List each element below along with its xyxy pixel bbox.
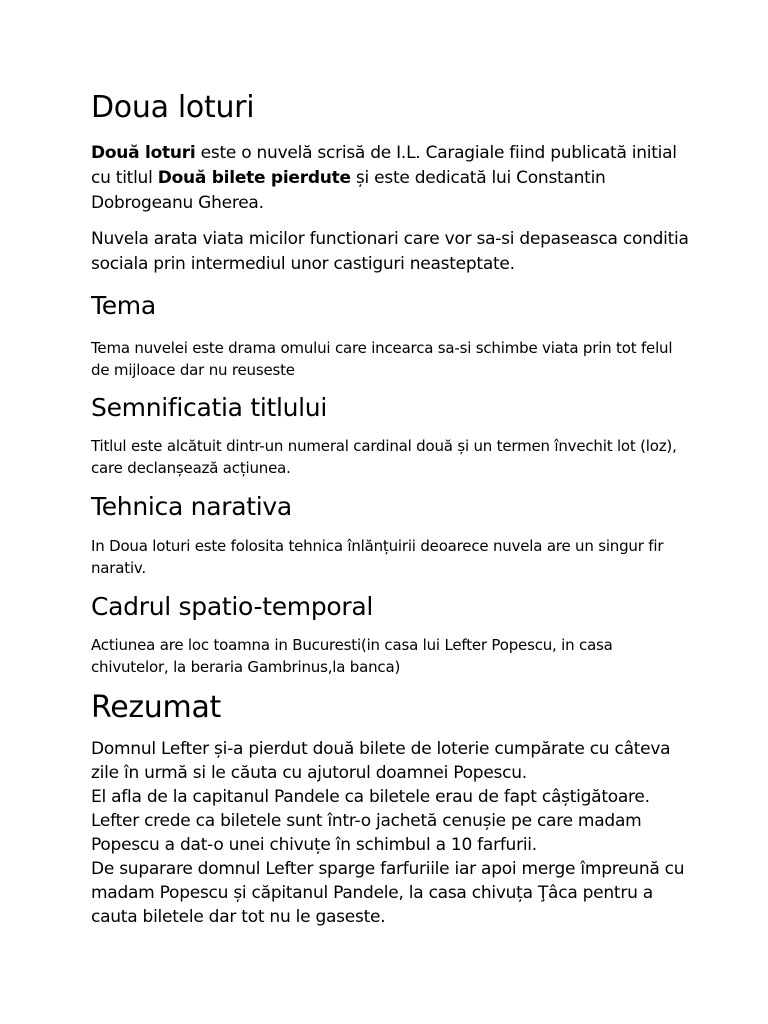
rezumat-line: Domnul Lefter și-a pierdut două bilete de loterie cumpărate cu câteva zile în urmă si le căuta cu ajutorul doamnei Popescu.: [91, 739, 671, 783]
section-heading-cadrul-spatio-temporal: Cadrul spatio-temporal: [91, 592, 374, 621]
rezumat-line: El afla de la capitanul Pandele ca biletele erau de fapt câștigătoare.: [91, 787, 650, 807]
intro-bold-original-title: Două bilete pierdute: [157, 168, 351, 188]
section-heading-semnificatia-titlului: Semnificatia titlului: [91, 393, 327, 422]
section-heading-tema: Tema: [91, 291, 156, 320]
intro-paragraph: [91, 141, 691, 216]
section-body-tehnica-narativa: In Doua loturi este folosita tehnica înlănțuirii deoarece nuvela are un singur fir narativ.: [91, 537, 664, 577]
intro-paragraph-2: Nuvela arata viata micilor functionari care vor sa-si depaseasca conditia sociala prin intermediul unor castiguri neasteptate.: [91, 229, 689, 274]
intro-bold-title: Două loturi: [91, 143, 196, 163]
section-body-semnificatia-titlului: Titlul este alcătuit dintr-un numeral cardinal două și un termen învechit lot (loz), care declanșează acțiunea.: [91, 437, 677, 477]
section-body-tema: Tema nuvelei este drama omului care incearca sa-si schimbe viata prin tot felul de mijloace dar nu reuseste: [91, 339, 673, 379]
intro-text-1: este o nuvelă scrisă de I.L. Caragiale fiind publicată initial cu titlul: [91, 143, 677, 188]
rezumat-line: Lefter crede ca biletele sunt într-o jachetă cenușie pe care madam Popescu a dat-o unei chivuțe în schimbul a 10 farfurii.: [91, 811, 642, 855]
document-title: Doua loturi: [91, 90, 255, 125]
section-body-cadrul-spatio-temporal: Actiunea are loc toamna in Bucuresti(in casa lui Lefter Popescu, in casa chivutelor, la beraria Gambrinus,la banca): [91, 636, 613, 676]
rezumat-body: [91, 737, 691, 929]
intro-text-2: și este dedicată lui Constantin Dobrogeanu Gherea.: [91, 168, 606, 213]
rezumat-heading: Rezumat: [91, 690, 221, 725]
rezumat-line: De suparare domnul Lefter sparge farfuriile iar apoi merge împreună cu madam Popescu și căpitanul Pandele, la casa chivuța Ţâca pentru a cauta biletele dar tot nu le gaseste.: [91, 859, 685, 927]
section-heading-tehnica-narativa: Tehnica narativa: [91, 492, 292, 521]
